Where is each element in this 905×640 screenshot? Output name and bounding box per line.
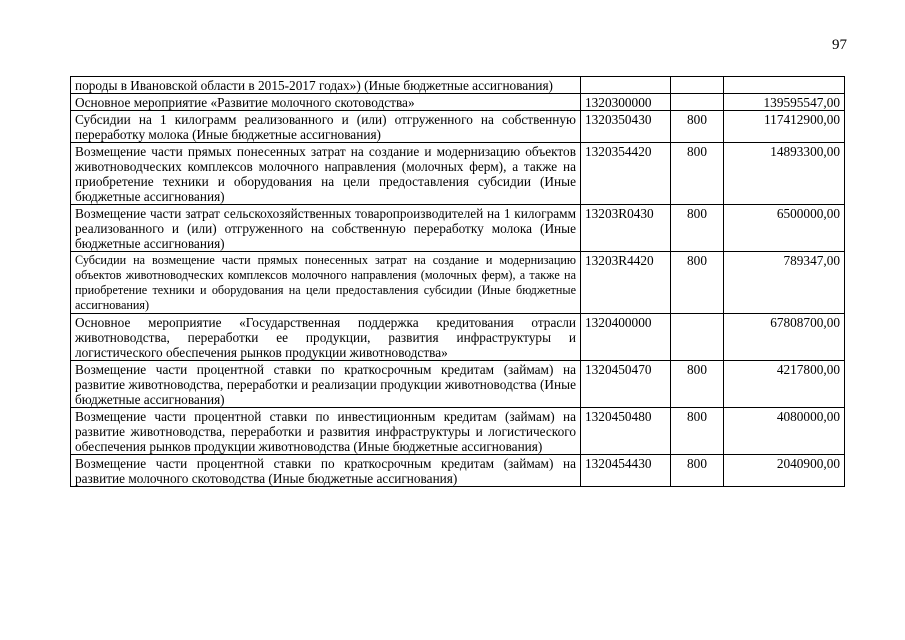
page-number: 97 xyxy=(832,37,847,53)
row-name-cell: Возмещение части затрат сельскохозяйственных товаропроизводителей на 1 килограмм реализованного и (или) отгруженного на собственную переработку молока (Иные бюджетные ассигнования) xyxy=(71,205,581,252)
table-row xyxy=(71,77,845,94)
row-code-cell: 1320354420 xyxy=(581,143,671,205)
row-amount-cell: 4217800,00 xyxy=(724,361,845,408)
table-row xyxy=(71,408,845,455)
row-expense-type-cell xyxy=(671,94,724,111)
row-amount-cell: 117412900,00 xyxy=(724,111,845,143)
table-row xyxy=(71,205,845,252)
row-amount-cell: 14893300,00 xyxy=(724,143,845,205)
row-expense-type-cell: 800 xyxy=(671,455,724,487)
row-code-cell: 1320400000 xyxy=(581,314,671,361)
row-amount-cell: 789347,00 xyxy=(724,252,845,314)
row-code-cell: 1320300000 xyxy=(581,94,671,111)
row-code-cell: 1320454430 xyxy=(581,455,671,487)
table-row xyxy=(71,111,845,143)
row-expense-type-cell: 800 xyxy=(671,408,724,455)
row-expense-type-cell: 800 xyxy=(671,111,724,143)
row-code-cell: 1320350430 xyxy=(581,111,671,143)
row-amount-cell: 139595547,00 xyxy=(724,94,845,111)
row-expense-type-cell: 800 xyxy=(671,252,724,314)
table-row xyxy=(71,252,845,314)
row-code-cell: 13203R4420 xyxy=(581,252,671,314)
row-expense-type-cell xyxy=(671,77,724,94)
table-row xyxy=(71,94,845,111)
row-expense-type-cell: 800 xyxy=(671,143,724,205)
row-amount-cell xyxy=(724,77,845,94)
row-name-cell: Возмещение части процентной ставки по краткосрочным кредитам (займам) на развитие животноводства, переработки и реализации продукции животноводства (Иные бюджетные ассигнования) xyxy=(71,361,581,408)
row-name-cell: Основное мероприятие «Развитие молочного скотоводства» xyxy=(71,94,581,111)
row-amount-cell: 67808700,00 xyxy=(724,314,845,361)
row-name-cell: Субсидии на 1 килограмм реализованного и (или) отгруженного на собственную переработку молока (Иные бюджетные ассигнования) xyxy=(71,111,581,143)
row-name-cell: породы в Ивановской области в 2015-2017 годах») (Иные бюджетные ассигнования) xyxy=(71,77,581,94)
row-amount-cell: 6500000,00 xyxy=(724,205,845,252)
row-name-cell: Основное мероприятие «Государственная поддержка кредитования отрасли животноводства, переработки ее продукции, развития инфраструктуры и логистического обеспечения рынков продукции животноводства» xyxy=(71,314,581,361)
row-amount-cell: 2040900,00 xyxy=(724,455,845,487)
table-row xyxy=(71,455,845,487)
table-row xyxy=(71,361,845,408)
table-row xyxy=(71,143,845,205)
row-expense-type-cell xyxy=(671,314,724,361)
row-expense-type-cell: 800 xyxy=(671,205,724,252)
row-name-cell: Субсидии на возмещение части прямых понесенных затрат на создание и модернизацию объектов животноводческих комплексов молочного направления (молочных ферм), а также на приобретение техники и оборудования на цели предоставления субсидии (Иные бюджетные ассигнования) xyxy=(71,252,581,314)
row-code-cell xyxy=(581,77,671,94)
table-row xyxy=(71,314,845,361)
row-expense-type-cell: 800 xyxy=(671,361,724,408)
budget-table xyxy=(70,76,845,487)
row-code-cell: 13203R0430 xyxy=(581,205,671,252)
row-name-cell: Возмещение части прямых понесенных затрат на создание и модернизацию объектов животноводческих комплексов молочного направления (молочных ферм), а также на приобретение техники и оборудования на цели предоставления субсидии (Иные бюджетные ассигнования) xyxy=(71,143,581,205)
row-code-cell: 1320450470 xyxy=(581,361,671,408)
row-name-cell: Возмещение части процентной ставки по краткосрочным кредитам (займам) на развитие молочного скотоводства (Иные бюджетные ассигнования) xyxy=(71,455,581,487)
row-code-cell: 1320450480 xyxy=(581,408,671,455)
row-amount-cell: 4080000,00 xyxy=(724,408,845,455)
row-name-cell: Возмещение части процентной ставки по инвестиционным кредитам (займам) на развитие животноводства, переработки и развития инфраструктуры и логистического обеспечения рынков продукции животноводства (Иные бюджетные ассигнования) xyxy=(71,408,581,455)
